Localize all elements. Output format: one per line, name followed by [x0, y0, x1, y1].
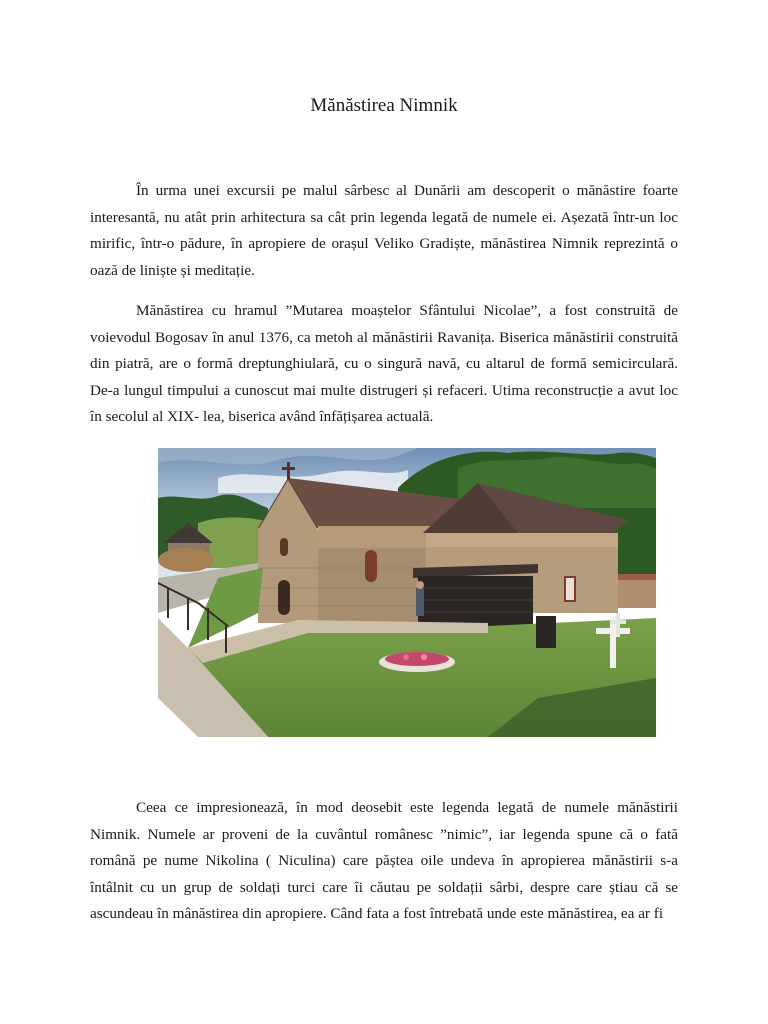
paragraph-legend: Ceea ce impresionează, în mod deosebit este legenda legată de numele mănăstirii Nimnik. Numele ar proveni de la cuvântul românesc ”nimic”, iar legenda spune că o fată română pe nume Nikolina ( Niculina) care păștea oile undeva în apropierea mănăstirii s-a întâlnit cu un grup de soldați turci care îi căutau pe soldații sârbi, despre care știau că se ascundeau în mânăstirea din apropiere. Când fata a fost întrebată unde este mănăstirea, ea ar fi	[90, 799, 678, 923]
paragraph-intro: În urma unei excursii pe malul sârbesc al Dunării am descoperit o mănăstire foarte interesantă, nu atât prin arhitectura sa cât prin legenda legată de numele ei. Așezată într-un loc mirific, într-o pădure, în apropiere de orașul Veliko Gradiște, mănăstirea Nimnik reprezintă o oază de liniște și meditație.	[90, 182, 678, 279]
document-title: Mănăstirea Nimnik	[310, 95, 458, 116]
paragraph-history: Mănăstirea cu hramul ”Mutarea moaștelor Sfântului Nicolae”, a fost construită de voievodul Bogosav în anul 1376, ca metoh al mănăstirii Ravanița. Biserica mănăstirii construită din piatră, are o formă dreptunghiulară, cu o singură navă, cu altarul de formă semicirculară. De-a lungul timpului a cunoscut mai multe distrugeri și refaceri. Utima reconstrucție a avut loc în secolul al XIX- lea, biserica având înfățișarea actuală.	[90, 302, 678, 426]
monastery-photo	[158, 448, 656, 737]
